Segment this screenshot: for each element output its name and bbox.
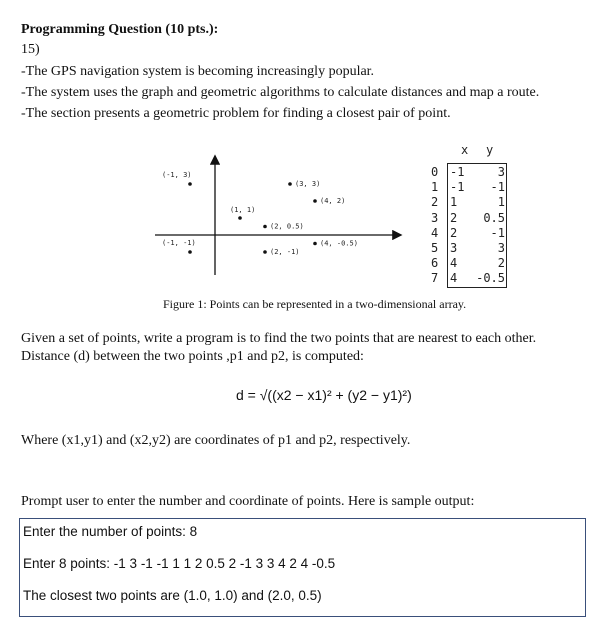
plot-point-label: (2, -1) xyxy=(270,248,300,256)
table-header-x: x xyxy=(461,143,469,157)
plot-point xyxy=(313,242,317,246)
sample-output-line-1: Enter the number of points: 8 xyxy=(23,524,198,539)
table-cell-y: -1 xyxy=(490,180,505,195)
table-index: 1 xyxy=(431,180,439,195)
table-index: 2 xyxy=(431,195,439,210)
where-line: Where (x1,y1) and (x2,y2) are coordinates of p1 and p2, respectively. xyxy=(21,433,411,448)
table-cell-x: 4 xyxy=(450,271,458,286)
table-cell-x: -1 xyxy=(450,180,465,195)
table-cell-y: -0.5 xyxy=(476,271,505,286)
question-number: 15) xyxy=(21,42,40,57)
table-cell-x: 1 xyxy=(450,195,458,210)
table-index: 5 xyxy=(431,241,439,255)
plot-point-label: (-1, -1) xyxy=(162,239,196,247)
paragraph-2: Distance (d) between the two points ,p1 and p2, is computed: xyxy=(21,349,364,364)
points-plot xyxy=(150,150,420,280)
table-cell-y: 3 xyxy=(497,241,505,255)
sample-output-box xyxy=(19,518,586,617)
table-cell-y: -1 xyxy=(490,225,505,240)
plot-point xyxy=(263,225,267,229)
plot-point-label: (2, 0.5) xyxy=(270,222,304,231)
points-array-table xyxy=(430,143,510,291)
sample-output-line-2: Enter 8 points: -1 3 -1 -1 1 1 2 0.5 2 -1 3 3 4 2 4 -0.5 xyxy=(23,556,336,571)
table-cell-x: 2 xyxy=(450,210,458,225)
table-cell-y: 2 xyxy=(497,256,505,271)
intro-line-3: -The section presents a geometric problem for finding a closest pair of point. xyxy=(21,106,451,121)
table-cell-y: 1 xyxy=(497,195,505,210)
table-index: 6 xyxy=(431,256,439,271)
plot-point xyxy=(238,216,242,220)
table-cell-x: 3 xyxy=(450,241,458,255)
paragraph-1: Given a set of points, write a program is to find the two points that are nearest to each other. xyxy=(21,331,537,346)
plot-point-label: (-1, 3) xyxy=(162,171,192,179)
sample-output-line-3: The closest two points are (1.0, 1.0) and (2.0, 0.5) xyxy=(23,588,322,603)
distance-formula: d = √((x2 − x1)² + (y2 − y1)²) xyxy=(236,387,412,403)
plot-point-label: (1, 1) xyxy=(230,206,256,214)
table-index: 4 xyxy=(431,225,439,240)
table-index: 3 xyxy=(431,210,439,225)
plot-point xyxy=(288,182,292,186)
plot-point xyxy=(188,250,192,254)
table-cell-x: -1 xyxy=(450,165,465,179)
table-index: 0 xyxy=(431,165,439,179)
plot-point-label: (4, -0.5) xyxy=(320,239,358,248)
table-header-y: y xyxy=(486,143,494,157)
table-cell-y: 0.5 xyxy=(483,210,505,225)
table-cell-x: 4 xyxy=(450,256,458,271)
plot-point-label: (4, 2) xyxy=(320,197,346,205)
plot-point xyxy=(188,182,192,186)
intro-line-2: -The system uses the graph and geometric algorithms to calculate distances and map a route. xyxy=(21,85,540,100)
question-title: Programming Question (10 pts.): xyxy=(21,22,219,37)
table-cell-x: 2 xyxy=(450,225,458,240)
figure-caption: Figure 1: Points can be represented in a two-dimensional array. xyxy=(163,297,467,311)
plot-point-label: (3, 3) xyxy=(295,180,321,188)
table-cell-y: 3 xyxy=(497,165,505,179)
intro-line-1: -The GPS navigation system is becoming increasingly popular. xyxy=(21,64,375,79)
plot-point xyxy=(313,199,317,203)
table-index: 7 xyxy=(431,271,439,286)
plot-point xyxy=(263,250,267,254)
prompt-line: Prompt user to enter the number and coordinate of points. Here is sample output: xyxy=(21,494,475,509)
